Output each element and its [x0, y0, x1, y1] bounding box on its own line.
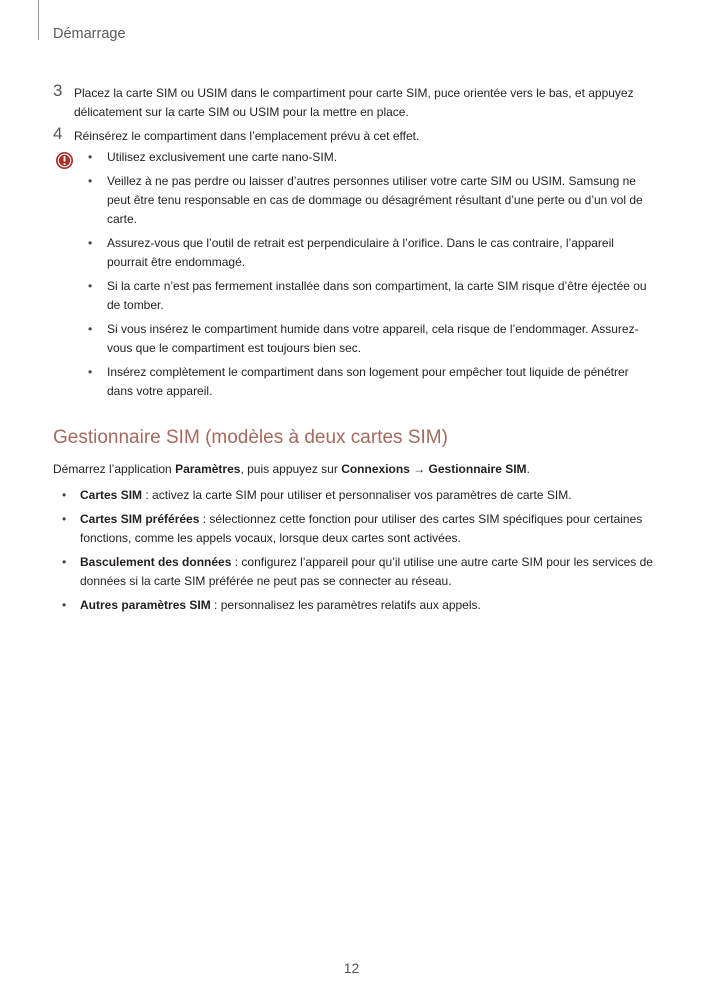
- option-term: Autres paramètres SIM: [80, 598, 211, 612]
- step-number: 4: [53, 124, 63, 143]
- caution-list: [88, 148, 653, 406]
- section-label: Démarrage: [53, 26, 126, 42]
- list-item: • Si vous insérez le compartiment humide dans votre appareil, cela risque de l’endommager. Assurez-vous que le compartiment est toujours bien sec.: [88, 322, 639, 355]
- list-item: • Autres paramètres SIM : personnalisez les paramètres relatifs aux appels.: [62, 596, 654, 615]
- bullet: •: [62, 598, 67, 612]
- bullet: •: [62, 488, 67, 502]
- bullet: •: [88, 365, 93, 379]
- list-item: • Utilisez exclusivement une carte nano-SIM.: [88, 148, 653, 167]
- bullet: •: [62, 555, 67, 569]
- list-item: • Basculement des données : configurez l’appareil pour qu’il utilise une autre carte SIM pour les services de données si la carte SIM préférée ne peut pas se connecter au réseau.: [62, 555, 653, 588]
- bullet: •: [88, 322, 93, 336]
- menu-name: Connexions: [341, 462, 410, 476]
- list-item: • Assurez-vous que l’outil de retrait est perpendiculaire à l’orifice. Dans le cas contraire, l’appareil pourrait être endommagé.: [88, 236, 614, 269]
- section-title: Gestionnaire SIM (modèles à deux cartes SIM): [53, 427, 448, 448]
- step-text: Réinsérez le compartiment dans l’emplacement prévu à cet effet.: [74, 129, 420, 143]
- header-divider: [38, 0, 39, 40]
- bullet: •: [88, 150, 93, 164]
- step-number: 3: [53, 81, 63, 100]
- bullet: •: [88, 174, 93, 188]
- bullet: •: [88, 279, 93, 293]
- list-item: • Insérez complètement le compartiment dans son logement pour empêcher tout liquide de pénétrer dans votre appareil.: [88, 365, 629, 398]
- app-name: Paramètres: [175, 462, 241, 476]
- option-term: Basculement des données: [80, 555, 232, 569]
- bullet: •: [88, 236, 93, 250]
- list-item: • Cartes SIM préférées : sélectionnez cette fonction pour utiliser des cartes SIM spécifiques pour certaines fonctions, comme les appels vocaux, lorsque deux cartes sont activées.: [62, 512, 643, 545]
- target-name: Gestionnaire SIM: [428, 462, 527, 476]
- page-number: 12: [343, 960, 360, 976]
- warning-icon: [55, 151, 74, 170]
- option-term: Cartes SIM préférées: [80, 512, 200, 526]
- options-list: [62, 486, 654, 620]
- section-intro: Démarrez l’application Paramètres, puis appuyez sur Connexions → Gestionnaire SIM.: [53, 462, 530, 476]
- bullet: •: [62, 512, 67, 526]
- list-item: • Si la carte n’est pas fermement installée dans son compartiment, la carte SIM risque d’être éjectée ou de tomber.: [88, 279, 647, 312]
- list-item: • Cartes SIM : activez la carte SIM pour utiliser et personnaliser vos paramètres de carte SIM.: [62, 486, 654, 505]
- option-term: Cartes SIM: [80, 488, 143, 502]
- step-text: Placez la carte SIM ou USIM dans le compartiment pour carte SIM, puce orientée vers le bas, et appuyez délicatement sur la carte SIM ou USIM pour la mettre en place.: [74, 86, 634, 119]
- list-item: • Veillez à ne pas perdre ou laisser d’autres personnes utiliser votre carte SIM ou USIM. Samsung ne peut être tenu responsable en cas de dommage ou désagrément résultant d’une perte ou d’un vol de carte.: [88, 174, 643, 226]
